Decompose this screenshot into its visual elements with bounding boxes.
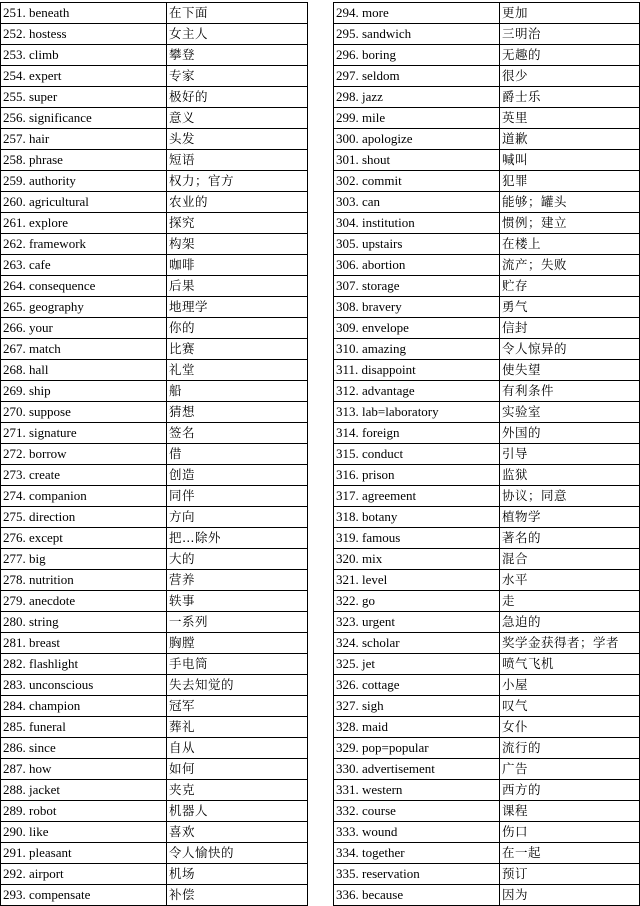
chinese-meaning-cell: 后果	[167, 276, 308, 297]
chinese-meaning-cell: 无趣的	[500, 45, 640, 66]
english-word-cell: 279. anecdote	[1, 591, 167, 612]
english-word-cell: 256. significance	[1, 108, 167, 129]
chinese-meaning-cell: 机器人	[167, 801, 308, 822]
chinese-meaning-cell: 极好的	[167, 87, 308, 108]
chinese-meaning-cell: 犯罪	[500, 171, 640, 192]
table-row	[334, 339, 640, 360]
chinese-meaning-cell: 比赛	[167, 339, 308, 360]
chinese-meaning-cell: 在一起	[500, 843, 640, 864]
table-row	[334, 108, 640, 129]
english-word-cell: 304. institution	[334, 213, 500, 234]
english-word-cell: 314. foreign	[334, 423, 500, 444]
english-word-cell: 290. like	[1, 822, 167, 843]
english-word-cell: 301. shout	[334, 150, 500, 171]
english-word-cell: 307. storage	[334, 276, 500, 297]
table-row	[1, 297, 308, 318]
chinese-meaning-cell: 构架	[167, 234, 308, 255]
table-row	[334, 570, 640, 591]
table-row	[1, 381, 308, 402]
english-word-cell: 288. jacket	[1, 780, 167, 801]
english-word-cell: 321. level	[334, 570, 500, 591]
english-word-cell: 318. botany	[334, 507, 500, 528]
table-row	[334, 822, 640, 843]
chinese-meaning-cell: 流行的	[500, 738, 640, 759]
chinese-meaning-cell: 喊叫	[500, 150, 640, 171]
english-word-cell: 302. commit	[334, 171, 500, 192]
english-word-cell: 328. maid	[334, 717, 500, 738]
chinese-meaning-cell: 水平	[500, 570, 640, 591]
table-row	[1, 885, 308, 906]
table-row	[1, 129, 308, 150]
english-word-cell: 289. robot	[1, 801, 167, 822]
english-word-cell: 319. famous	[334, 528, 500, 549]
english-word-cell: 303. can	[334, 192, 500, 213]
chinese-meaning-cell: 贮存	[500, 276, 640, 297]
chinese-meaning-cell: 实验室	[500, 402, 640, 423]
table-row	[1, 591, 308, 612]
chinese-meaning-cell: 急迫的	[500, 612, 640, 633]
table-row	[334, 633, 640, 654]
table-row	[1, 45, 308, 66]
english-word-cell: 332. course	[334, 801, 500, 822]
english-word-cell: 310. amazing	[334, 339, 500, 360]
table-row	[1, 570, 308, 591]
english-word-cell: 309. envelope	[334, 318, 500, 339]
english-word-cell: 294. more	[334, 3, 500, 24]
english-word-cell: 295. sandwich	[334, 24, 500, 45]
table-row	[1, 549, 308, 570]
chinese-meaning-cell: 礼堂	[167, 360, 308, 381]
english-word-cell: 274. companion	[1, 486, 167, 507]
table-row	[334, 885, 640, 906]
english-word-cell: 329. pop=popular	[334, 738, 500, 759]
chinese-meaning-cell: 更加	[500, 3, 640, 24]
table-row	[1, 423, 308, 444]
english-word-cell: 262. framework	[1, 234, 167, 255]
vocabulary-table-right	[333, 2, 640, 906]
chinese-meaning-cell: 混合	[500, 549, 640, 570]
table-row	[1, 801, 308, 822]
english-word-cell: 269. ship	[1, 381, 167, 402]
table-row	[1, 633, 308, 654]
chinese-meaning-cell: 攀登	[167, 45, 308, 66]
chinese-meaning-cell: 令人愉快的	[167, 843, 308, 864]
chinese-meaning-cell: 如何	[167, 759, 308, 780]
chinese-meaning-cell: 外国的	[500, 423, 640, 444]
table-row	[334, 486, 640, 507]
table-row	[334, 654, 640, 675]
chinese-meaning-cell: 很少	[500, 66, 640, 87]
chinese-meaning-cell: 伤口	[500, 822, 640, 843]
chinese-meaning-cell: 勇气	[500, 297, 640, 318]
chinese-meaning-cell: 权力；官方	[167, 171, 308, 192]
table-row	[334, 255, 640, 276]
english-word-cell: 284. champion	[1, 696, 167, 717]
table-row	[334, 717, 640, 738]
chinese-meaning-cell: 引导	[500, 444, 640, 465]
chinese-meaning-cell: 轶事	[167, 591, 308, 612]
english-word-cell: 259. authority	[1, 171, 167, 192]
chinese-meaning-cell: 冠军	[167, 696, 308, 717]
english-word-cell: 263. cafe	[1, 255, 167, 276]
table-row	[1, 717, 308, 738]
english-word-cell: 311. disappoint	[334, 360, 500, 381]
table-row	[1, 843, 308, 864]
english-word-cell: 296. boring	[334, 45, 500, 66]
english-word-cell: 306. abortion	[334, 255, 500, 276]
chinese-meaning-cell: 在楼上	[500, 234, 640, 255]
table-row	[1, 528, 308, 549]
table-row	[1, 276, 308, 297]
english-word-cell: 281. breast	[1, 633, 167, 654]
table-row	[334, 444, 640, 465]
chinese-meaning-cell: 你的	[167, 318, 308, 339]
table-row	[334, 507, 640, 528]
english-word-cell: 283. unconscious	[1, 675, 167, 696]
vocabulary-table-left-body	[1, 3, 308, 906]
english-word-cell: 271. signature	[1, 423, 167, 444]
table-row	[334, 738, 640, 759]
english-word-cell: 320. mix	[334, 549, 500, 570]
chinese-meaning-cell: 方向	[167, 507, 308, 528]
chinese-meaning-cell: 信封	[500, 318, 640, 339]
chinese-meaning-cell: 咖啡	[167, 255, 308, 276]
chinese-meaning-cell: 协议；同意	[500, 486, 640, 507]
english-word-cell: 324. scholar	[334, 633, 500, 654]
table-row	[334, 801, 640, 822]
table-row	[1, 738, 308, 759]
table-row	[334, 612, 640, 633]
english-word-cell: 323. urgent	[334, 612, 500, 633]
table-row	[334, 465, 640, 486]
english-word-cell: 327. sigh	[334, 696, 500, 717]
table-row	[334, 423, 640, 444]
table-row	[334, 591, 640, 612]
table-row	[334, 318, 640, 339]
table-row	[1, 780, 308, 801]
chinese-meaning-cell: 女仆	[500, 717, 640, 738]
english-word-cell: 333. wound	[334, 822, 500, 843]
chinese-meaning-cell: 西方的	[500, 780, 640, 801]
chinese-meaning-cell: 三明治	[500, 24, 640, 45]
english-word-cell: 266. your	[1, 318, 167, 339]
english-word-cell: 287. how	[1, 759, 167, 780]
english-word-cell: 285. funeral	[1, 717, 167, 738]
table-row	[334, 360, 640, 381]
table-row	[1, 696, 308, 717]
chinese-meaning-cell: 流产；失败	[500, 255, 640, 276]
table-row	[334, 675, 640, 696]
english-word-cell: 254. expert	[1, 66, 167, 87]
table-row	[1, 402, 308, 423]
table-row	[334, 213, 640, 234]
chinese-meaning-cell: 著名的	[500, 528, 640, 549]
chinese-meaning-cell: 英里	[500, 108, 640, 129]
chinese-meaning-cell: 课程	[500, 801, 640, 822]
english-word-cell: 267. match	[1, 339, 167, 360]
english-word-cell: 282. flashlight	[1, 654, 167, 675]
chinese-meaning-cell: 专家	[167, 66, 308, 87]
english-word-cell: 335. reservation	[334, 864, 500, 885]
chinese-meaning-cell: 大的	[167, 549, 308, 570]
english-word-cell: 308. bravery	[334, 297, 500, 318]
vocabulary-table-right-body	[334, 3, 640, 906]
english-word-cell: 325. jet	[334, 654, 500, 675]
chinese-meaning-cell: 补偿	[167, 885, 308, 906]
table-row	[334, 297, 640, 318]
chinese-meaning-cell: 令人惊异的	[500, 339, 640, 360]
table-row	[334, 864, 640, 885]
english-word-cell: 275. direction	[1, 507, 167, 528]
table-row	[334, 192, 640, 213]
chinese-meaning-cell: 机场	[167, 864, 308, 885]
chinese-meaning-cell: 地理学	[167, 297, 308, 318]
table-row	[1, 654, 308, 675]
table-row	[334, 276, 640, 297]
table-row	[1, 339, 308, 360]
chinese-meaning-cell: 广告	[500, 759, 640, 780]
english-word-cell: 312. advantage	[334, 381, 500, 402]
chinese-meaning-cell: 失去知觉的	[167, 675, 308, 696]
table-row	[334, 3, 640, 24]
chinese-meaning-cell: 签名	[167, 423, 308, 444]
chinese-meaning-cell: 胸膛	[167, 633, 308, 654]
english-word-cell: 286. since	[1, 738, 167, 759]
table-row	[1, 486, 308, 507]
chinese-meaning-cell: 在下面	[167, 3, 308, 24]
table-row	[1, 759, 308, 780]
table-row	[1, 3, 308, 24]
english-word-cell: 313. lab=laboratory	[334, 402, 500, 423]
table-row	[334, 150, 640, 171]
chinese-meaning-cell: 自从	[167, 738, 308, 759]
table-row	[1, 87, 308, 108]
chinese-meaning-cell: 叹气	[500, 696, 640, 717]
chinese-meaning-cell: 使失望	[500, 360, 640, 381]
table-row	[334, 843, 640, 864]
table-row	[1, 213, 308, 234]
table-row	[1, 822, 308, 843]
table-row	[1, 192, 308, 213]
chinese-meaning-cell: 船	[167, 381, 308, 402]
chinese-meaning-cell: 因为	[500, 885, 640, 906]
chinese-meaning-cell: 监狱	[500, 465, 640, 486]
table-row	[334, 24, 640, 45]
chinese-meaning-cell: 道歉	[500, 129, 640, 150]
table-row	[334, 381, 640, 402]
english-word-cell: 277. big	[1, 549, 167, 570]
vocabulary-table-left	[0, 2, 308, 906]
english-word-cell: 293. compensate	[1, 885, 167, 906]
english-word-cell: 305. upstairs	[334, 234, 500, 255]
english-word-cell: 291. pleasant	[1, 843, 167, 864]
table-row	[1, 24, 308, 45]
chinese-meaning-cell: 能够；罐头	[500, 192, 640, 213]
english-word-cell: 264. consequence	[1, 276, 167, 297]
english-word-cell: 280. string	[1, 612, 167, 633]
chinese-meaning-cell: 预订	[500, 864, 640, 885]
english-word-cell: 316. prison	[334, 465, 500, 486]
chinese-meaning-cell: 一系列	[167, 612, 308, 633]
table-row	[1, 675, 308, 696]
chinese-meaning-cell: 同伴	[167, 486, 308, 507]
table-row	[334, 234, 640, 255]
table-row	[1, 360, 308, 381]
table-row	[1, 507, 308, 528]
chinese-meaning-cell: 手电筒	[167, 654, 308, 675]
table-row	[1, 150, 308, 171]
english-word-cell: 326. cottage	[334, 675, 500, 696]
table-row	[1, 318, 308, 339]
table-row	[334, 696, 640, 717]
table-row	[334, 780, 640, 801]
english-word-cell: 273. create	[1, 465, 167, 486]
chinese-meaning-cell: 走	[500, 591, 640, 612]
chinese-meaning-cell: 头发	[167, 129, 308, 150]
table-row	[334, 549, 640, 570]
table-row	[1, 465, 308, 486]
chinese-meaning-cell: 葬礼	[167, 717, 308, 738]
chinese-meaning-cell: 有利条件	[500, 381, 640, 402]
english-word-cell: 298. jazz	[334, 87, 500, 108]
table-row	[1, 234, 308, 255]
chinese-meaning-cell: 喜欢	[167, 822, 308, 843]
english-word-cell: 331. western	[334, 780, 500, 801]
english-word-cell: 255. super	[1, 87, 167, 108]
chinese-meaning-cell: 营养	[167, 570, 308, 591]
table-row	[334, 759, 640, 780]
table-row	[334, 87, 640, 108]
english-word-cell: 265. geography	[1, 297, 167, 318]
english-word-cell: 278. nutrition	[1, 570, 167, 591]
chinese-meaning-cell: 创造	[167, 465, 308, 486]
chinese-meaning-cell: 短语	[167, 150, 308, 171]
english-word-cell: 330. advertisement	[334, 759, 500, 780]
english-word-cell: 253. climb	[1, 45, 167, 66]
chinese-meaning-cell: 猜想	[167, 402, 308, 423]
english-word-cell: 322. go	[334, 591, 500, 612]
chinese-meaning-cell: 植物学	[500, 507, 640, 528]
table-row	[1, 171, 308, 192]
chinese-meaning-cell: 意义	[167, 108, 308, 129]
table-row	[1, 66, 308, 87]
table-row	[334, 402, 640, 423]
english-word-cell: 272. borrow	[1, 444, 167, 465]
english-word-cell: 270. suppose	[1, 402, 167, 423]
english-word-cell: 276. except	[1, 528, 167, 549]
chinese-meaning-cell: 爵士乐	[500, 87, 640, 108]
english-word-cell: 292. airport	[1, 864, 167, 885]
chinese-meaning-cell: 夹克	[167, 780, 308, 801]
english-word-cell: 257. hair	[1, 129, 167, 150]
english-word-cell: 261. explore	[1, 213, 167, 234]
english-word-cell: 251. beneath	[1, 3, 167, 24]
english-word-cell: 317. agreement	[334, 486, 500, 507]
chinese-meaning-cell: 惯例；建立	[500, 213, 640, 234]
english-word-cell: 336. because	[334, 885, 500, 906]
table-row	[1, 864, 308, 885]
chinese-meaning-cell: 小屋	[500, 675, 640, 696]
table-row	[334, 66, 640, 87]
english-word-cell: 297. seldom	[334, 66, 500, 87]
table-row	[1, 255, 308, 276]
chinese-meaning-cell: 农业的	[167, 192, 308, 213]
english-word-cell: 258. phrase	[1, 150, 167, 171]
table-row	[1, 108, 308, 129]
english-word-cell: 315. conduct	[334, 444, 500, 465]
table-row	[334, 45, 640, 66]
table-row	[334, 171, 640, 192]
english-word-cell: 252. hostess	[1, 24, 167, 45]
chinese-meaning-cell: 喷气飞机	[500, 654, 640, 675]
table-row	[1, 444, 308, 465]
english-word-cell: 260. agricultural	[1, 192, 167, 213]
english-word-cell: 334. together	[334, 843, 500, 864]
chinese-meaning-cell: 借	[167, 444, 308, 465]
table-row	[334, 528, 640, 549]
table-row	[1, 612, 308, 633]
chinese-meaning-cell: 奖学金获得者；学者	[500, 633, 640, 654]
english-word-cell: 300. apologize	[334, 129, 500, 150]
table-row	[334, 129, 640, 150]
chinese-meaning-cell: 把…除外	[167, 528, 308, 549]
chinese-meaning-cell: 探究	[167, 213, 308, 234]
english-word-cell: 268. hall	[1, 360, 167, 381]
chinese-meaning-cell: 女主人	[167, 24, 308, 45]
english-word-cell: 299. mile	[334, 108, 500, 129]
